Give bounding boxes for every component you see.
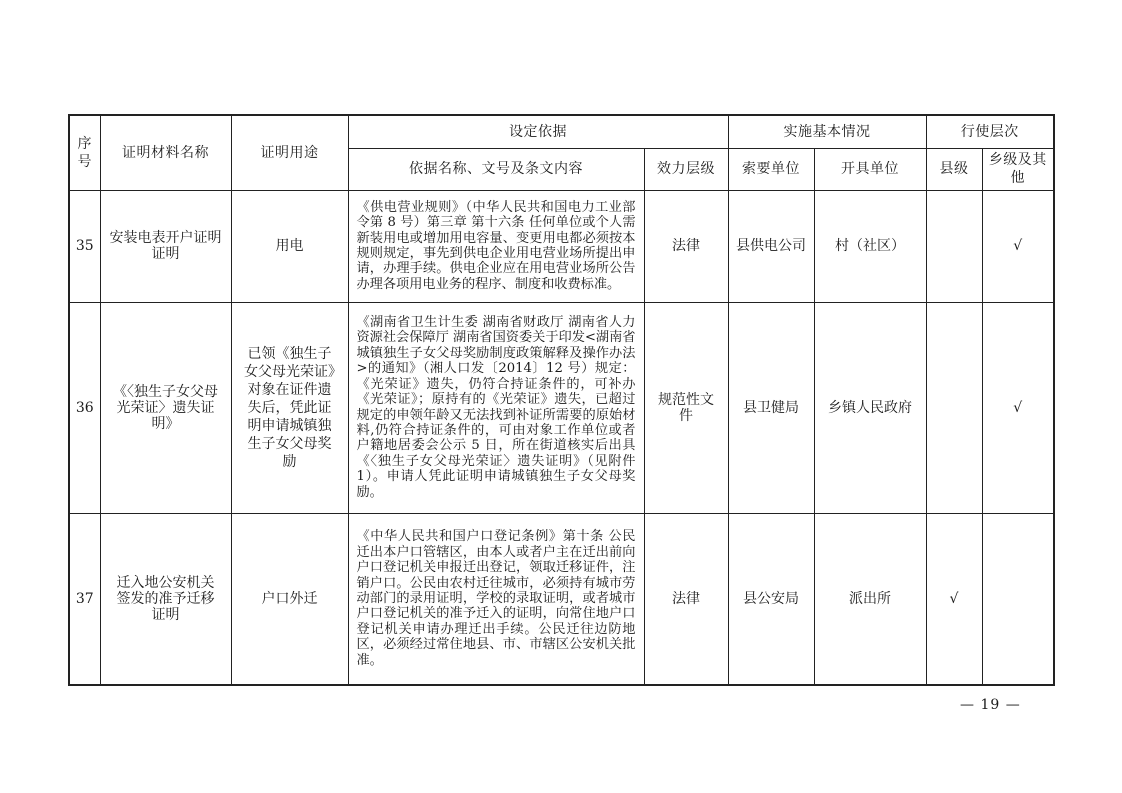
row-county-level: √	[926, 513, 982, 685]
header-township-level: 乡级及其他	[982, 148, 1054, 190]
row-material-name: 《〈独生子女父母光荣证〉遗失证明》	[100, 302, 231, 513]
row-effect-level: 法律	[644, 190, 728, 302]
row-requesting-unit: 县公安局	[728, 513, 814, 685]
row-effect-level: 规范性文件	[644, 302, 728, 513]
header-basis-content: 依据名称、文号及条文内容	[348, 148, 644, 190]
row-seq: 37	[69, 513, 100, 685]
header-material-name: 证明材料名称	[100, 115, 231, 190]
row-purpose: 户口外迁	[231, 513, 348, 685]
header-row-1	[69, 115, 1054, 148]
header-purpose: 证明用途	[231, 115, 348, 190]
row-county-level	[926, 190, 982, 302]
row-seq: 36	[69, 302, 100, 513]
row-material-name: 迁入地公安机关签发的准予迁移证明	[100, 513, 231, 685]
row-requesting-unit: 县卫健局	[728, 302, 814, 513]
header-level-group: 行使层次	[926, 115, 1054, 148]
header-seq-char-2: 号	[77, 153, 92, 170]
row-effect-level: 法律	[644, 513, 728, 685]
header-impl-group: 实施基本情况	[728, 115, 926, 148]
table-row	[69, 302, 1054, 513]
certificate-table	[68, 114, 1055, 686]
row-seq: 35	[69, 190, 100, 302]
row-material-name: 安装电表开户证明证明	[100, 190, 231, 302]
row-basis-text: 《中华人民共和国户口登记条例》第十条 公民迁出本户口管辖区，由本人或者户主在迁出前向户口登记机关申报迁出登记，领取迁移证件，注销户口。公民由农村迁往城市，必须持有城市劳动部门的录用证明，学校的录取证明，或者城市户口登记机关的准予迁入的证明，向常住地户口登记机关申请办理迁出手续。公民迁往边防地区，必须经过常住地县、市、市辖区公安机关批准。	[356, 529, 636, 668]
header-basis-group: 设定依据	[348, 115, 728, 148]
row-township-level	[982, 513, 1054, 685]
row-basis	[348, 513, 644, 685]
header-effect-level: 效力层级	[644, 148, 728, 190]
row-county-level	[926, 302, 982, 513]
row-basis	[348, 190, 644, 302]
table-row	[69, 190, 1054, 302]
header-issuing-unit: 开具单位	[814, 148, 926, 190]
row-purpose: 已领《独生子女父母光荣证》对象在证件遗失后，凭此证明申请城镇独生子女父母奖励	[231, 302, 348, 513]
table-row	[69, 513, 1054, 685]
row-issuing-unit: 村（社区）	[814, 190, 926, 302]
header-county-level: 县级	[926, 148, 982, 190]
row-issuing-unit: 乡镇人民政府	[814, 302, 926, 513]
row-basis-text: 《供电营业规则》（中华人民共和国电力工业部令第 8 号）第三章 第十六条 任何单位或个人需新装用电或增加用电容量、变更用电都必须按本规则规定，事先到供电企业用电营业场所提出申请，办理手续。供电企业应在用电营业场所公告办理各项用电业务的程序、制度和收费标准。	[356, 199, 636, 292]
header-requesting-unit: 索要单位	[728, 148, 814, 190]
row-basis	[348, 302, 644, 513]
page-number: — 19 —	[960, 697, 1021, 713]
row-township-level: √	[982, 190, 1054, 302]
row-basis-text: 《湖南省卫生计生委 湖南省财政厅 湖南省人力资源社会保障厅 湖南省国资委关于印发<湖南省城镇独生子女父母奖励制度政策解释及操作办法>的通知》（湘人口发〔2014〕12 号）规定：《光荣证》遗失，仍符合持证条件的，可补办《光荣证》；原持有的《光荣证》遗失，已超过规定的申领年龄又无法找到补证所需要的原始材料,仍符合持证条件的，可由对象工作单位或者户籍地居委会公示 5 日，所在街道核实后出具《〈独生子女父母光荣证〉遗失证明》（见附件 1）。申请人凭此证明申请城镇独生子女父母奖励。	[356, 315, 636, 500]
row-issuing-unit: 派出所	[814, 513, 926, 685]
header-seq	[69, 115, 100, 190]
header-seq-char-1: 序	[77, 135, 92, 152]
row-requesting-unit: 县供电公司	[728, 190, 814, 302]
row-township-level: √	[982, 302, 1054, 513]
row-purpose: 用电	[231, 190, 348, 302]
